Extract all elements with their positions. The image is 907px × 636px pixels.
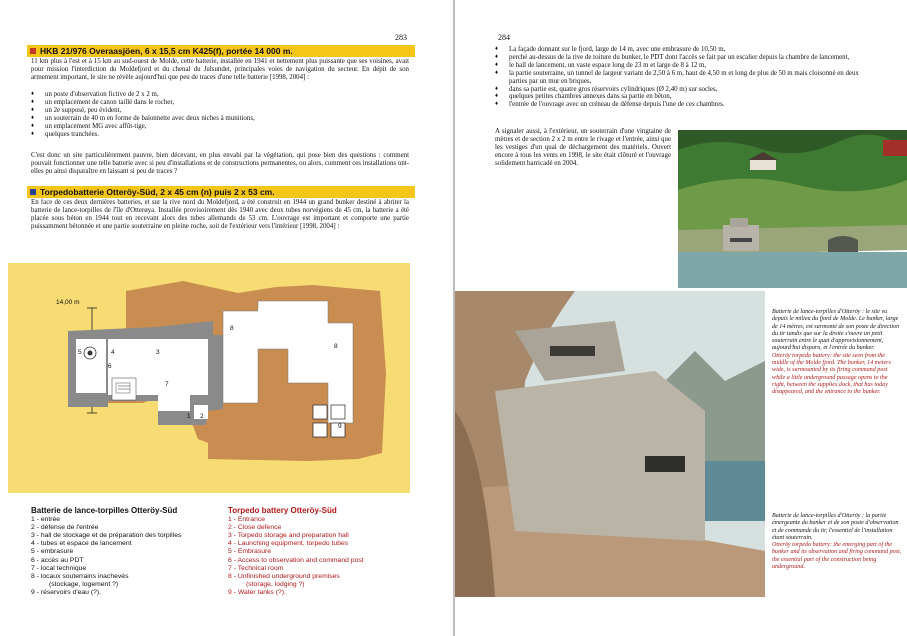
legend-item: 5 - embrasure bbox=[31, 548, 74, 556]
legend-item: 4 - tubes et espace de lancement bbox=[31, 540, 132, 548]
section-heading-text: HKB 21/976 Overaasjöen, 6 x 15,5 cm K425(f), portée 14 000 m. bbox=[40, 46, 293, 56]
legend-title: Batterie de lance-torpilles Otteröy-Süd bbox=[31, 506, 178, 515]
section1-intro: 11 km plus à l'est et à 15 km au sud-ouest de Molde, cette batterie, installée en 1941 et nettement plus puissante que ses voisines, avait pour mission l'interdiction du Moldefjord et du chenal du Julsundet, principales voies de navigation du secteur. En dépit de son armement important, le site ne révèle aujourd'hui que peu de traces d'une telle batterie [1998, 2004] : bbox=[31, 58, 409, 82]
legend-item: 9 - réservoirs d'eau (?). bbox=[31, 588, 102, 596]
list-item: ♦ l'entrée de l'ouvrage avec un créneau de défense depuis l'une de ces chambres. bbox=[495, 101, 877, 109]
legend-item: 6 - Access to observation and command post bbox=[228, 556, 364, 564]
section-heading-otteroy bbox=[27, 186, 415, 198]
caption-fr: Batterie de lance-torpilles d'Otteröy : la partie émergeante du bunker et de son poste d'observation et de commande du tir, l'essentiel de l'installation étant souterrain. bbox=[772, 513, 899, 541]
list-item: ♦ un souterrain de 40 m en forme de baïonnette avec deux niches à munitions, bbox=[31, 115, 409, 123]
room-number: 3 bbox=[156, 349, 160, 356]
legend-item: (storage, lodging ?) bbox=[246, 580, 305, 588]
room-technical bbox=[158, 371, 190, 411]
page-number: 284 bbox=[498, 33, 510, 42]
legend-item: 8 - Unfinished underground premises bbox=[228, 572, 340, 580]
list-item: ♦ quelques tranchées. bbox=[31, 131, 409, 139]
legend-item: 6 - accès au PDT bbox=[31, 556, 84, 564]
list-item: ♦ La façade donnant sur le fjord, large de 14 m, avec une embrasure de 10,50 m, bbox=[495, 46, 877, 54]
floor-plan-drawing bbox=[8, 263, 410, 493]
legend-item: 4 - Launching equipment, torpedo tubes bbox=[228, 540, 349, 548]
list-item: ♦ perché au-dessus de la rive de toiture du bunker, le PDT dont l'accès se fait par un escalier depuis la chambre de lancement, bbox=[495, 54, 877, 62]
section-marker-icon bbox=[30, 48, 36, 54]
section2-body: En face de ces deux dernières batteries, et sur la rive nord du Moldefjord, a été construit en 1944 un grand bunker destiné à abriter la batterie de lance-torpilles de l'île d'Otterøya. Installée provisoirement dès 1940 avec deux tubes norvégiens de 45 cm, la batterie a été placée sous béton en 1944 tout en recevant alors des tubes allemands de 53 cm. L'ouvrage est important et comporte une partie puissamment bétonnée et une partie souterraine en pleine roche, soit de l'extérieur vers l'intérieur [1998, 2004] : bbox=[31, 199, 409, 231]
list-item: ♦ le hall de lancement, un vaste espace long de 23 m et large de 8 à 12 m, bbox=[495, 62, 877, 70]
legend-item: 9 - Water tanks (?). bbox=[228, 588, 286, 596]
water-tank bbox=[331, 405, 345, 419]
caption-photo1 bbox=[772, 309, 902, 397]
caption-photo2 bbox=[772, 513, 902, 571]
list-item: ♦ un poste d'observation fictive de 2 x 2 m, bbox=[31, 91, 409, 99]
page-number: 283 bbox=[395, 33, 407, 42]
room-unfinished-a bbox=[258, 309, 306, 321]
list-item: ♦ quelques petites chambres annexes dans sa partie en béton, bbox=[495, 93, 877, 101]
legend-item: 7 - Technical room bbox=[228, 564, 284, 572]
legend-item: 1 - Entrance bbox=[228, 516, 266, 524]
floor-plan-figure bbox=[8, 263, 410, 493]
right-page bbox=[455, 0, 907, 636]
legend-item: 2 - Close defence bbox=[228, 524, 282, 532]
scale-label: 14,00 m bbox=[56, 299, 80, 306]
right-body-paragraph: A signaler aussi, à l'extérieur, un souterrain d'une vingtaine de mètres et de section 2 x 2 m entre le rivage et l'entrée, ainsi que les vestiges d'un quai de déchargement des matériels. Ouvert encore à tous les vents en 1998, le site était clôturé et l'ouvrage solidement barricadé en 2004. bbox=[495, 128, 671, 168]
legend-item: 1 - entrée bbox=[31, 516, 61, 524]
legend-item: 8 - locaux souterrains inachevés bbox=[31, 572, 129, 580]
room-number: 4 bbox=[111, 349, 115, 356]
section-heading-text: Torpedobatterie Otteröy-Süd, 2 x 45 cm (n) puis 2 x 53 cm. bbox=[40, 187, 275, 197]
legend-en bbox=[228, 507, 413, 597]
room-number: 5 bbox=[78, 349, 82, 356]
room-number: 1 bbox=[187, 413, 191, 420]
list-item: ♦ un emplacement de canon taillé dans le rocher, bbox=[31, 99, 409, 107]
legend-title: Torpedo battery Otteröy-Süd bbox=[228, 506, 337, 515]
photo-bunker-closeup bbox=[455, 291, 765, 597]
caption-en: Otteröy torpedo battery: the emerging part of the bunker and its observation and firing command post, the essential part of the construction being underground. bbox=[772, 542, 902, 571]
legend-item: 2 - défense de l'entrée bbox=[31, 524, 99, 532]
room-number: 7 bbox=[165, 381, 169, 388]
caption-fr: Batterie de lance-torpilles d'Otteröy : le site vu depuis le milieu du fjord de Molde. Le bunker, large de 14 mètres, est surmonté de son poste de direction du tir tandis que sur la droite s'ouvre un petit souterrain entre le quai d'approvisionnement, aujourd'hui disparu, et l'entrée du bunker. bbox=[772, 309, 900, 352]
legend-item: 5 - Embrasure bbox=[228, 548, 272, 556]
water-tank bbox=[313, 423, 327, 437]
photo-site-from-fjord bbox=[678, 130, 907, 288]
water-tank bbox=[313, 405, 327, 419]
room-number: 9 bbox=[338, 423, 342, 430]
list-item: ♦ un 2e supposé, peu évident, bbox=[31, 107, 409, 115]
right-bullet-list bbox=[495, 46, 877, 109]
legend-item: 7 - local technique bbox=[31, 564, 87, 572]
list-item: ♦ dans sa partie est, quatre gros réservoirs cylindriques (Ø 2,40 m) sur socles, bbox=[495, 86, 877, 94]
caption-en: Otteröy torpedo battery: the site seen from the middle of the Molde fjord. The bunker, 14 meters wide, is surmounted by its firing command post while a little underground passage opens to the right, between the supplies dock, that has today disappeared, and the entrance to the bunker. bbox=[772, 352, 891, 396]
list-item: ♦ la partie souterraine, un tunnel de largeur variant de 2,50 à 6 m, haut de 4,50 m et long de plus de 50 m mais cloisonné en deux parties par un mur en briques, bbox=[495, 70, 877, 86]
section-marker-icon bbox=[30, 189, 36, 195]
legend-fr bbox=[31, 507, 211, 597]
left-page bbox=[0, 0, 453, 636]
room-number: 6 bbox=[108, 363, 112, 370]
room-number: 8 bbox=[334, 343, 338, 350]
section-heading-overaasjoen bbox=[27, 45, 415, 57]
room-number: 8 bbox=[230, 325, 234, 332]
legend-item: 3 - Torpedo storage and preparation hall bbox=[228, 532, 349, 540]
section1-conclusion: C'est donc un site particulièrement pauvre, bien décevant, en plus envahi par la végétation, qui pose bien des questions : comment pouvait fonctionner une telle batterie avec si peu d'installations et de constructions permanentes, ou alors, comment ces installations ont-elles pu ainsi disparaître en laissant si peu de traces ? bbox=[31, 152, 409, 176]
section1-bullet-list bbox=[31, 91, 409, 138]
legend-item: 3 - hall de stockage et de préparation des torpilles bbox=[31, 532, 182, 540]
room-number: 2 bbox=[200, 413, 204, 420]
legend-item: (stockage, logement ?) bbox=[49, 580, 119, 588]
list-item: ♦ un emplacement MG avec affût-tige, bbox=[31, 123, 409, 131]
